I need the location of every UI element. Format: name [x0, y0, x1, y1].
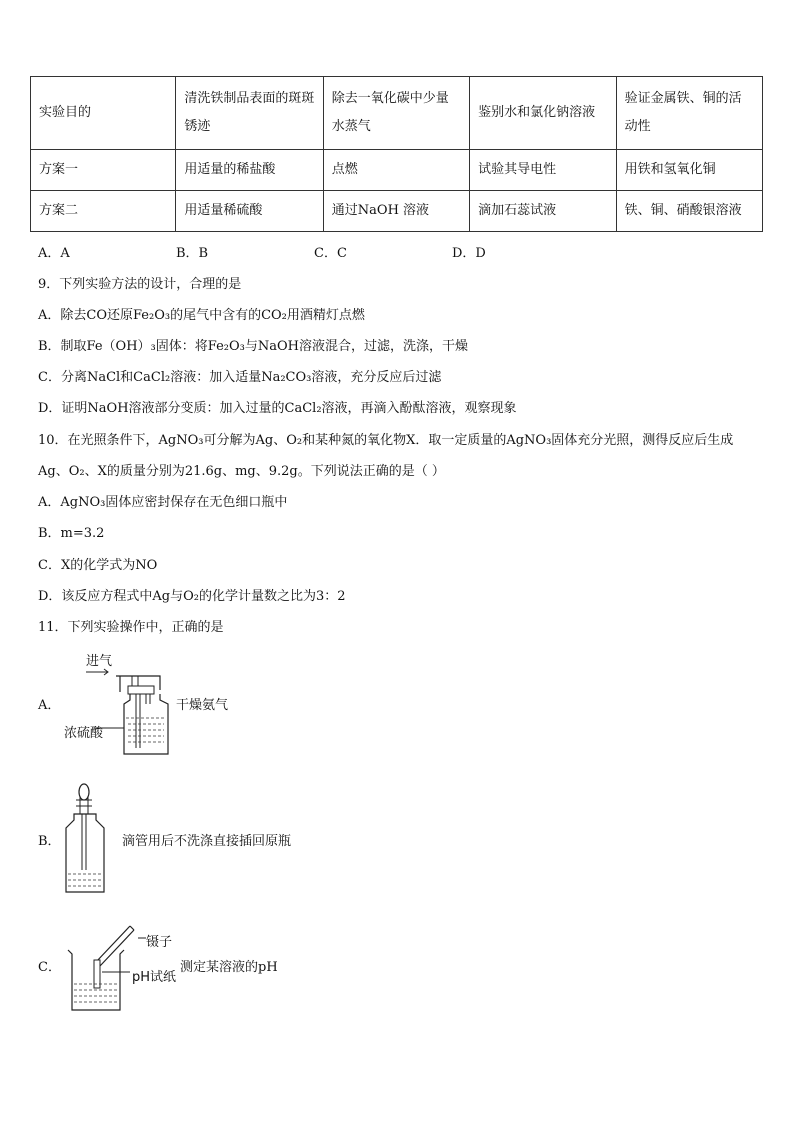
table-header-cell: 实验目的: [31, 77, 176, 150]
table-header-cell: 除去一氧化碳中少量水蒸气: [323, 77, 469, 150]
tweezers-label: 镊子: [146, 935, 173, 950]
table-cell: 点燃: [323, 150, 469, 191]
q9-stem: 9．下列实验方法的设计，合理的是: [38, 277, 242, 292]
table-cell: 通过NaOH 溶液: [323, 191, 469, 232]
q8-option-a: A．A: [38, 246, 70, 261]
q9-option-c: C．分离NaCl和CaCl₂溶液：加入适量Na₂CO₃溶液，充分反应后过滤: [38, 370, 442, 385]
table-header-cell: 清洗铁制品表面的斑斑锈迹: [176, 77, 323, 150]
q11-stem: 11．下列实验操作中，正确的是: [38, 620, 224, 635]
q11-option-a-label: A．: [38, 698, 61, 713]
q8-option-b: B．B: [176, 246, 209, 261]
dropper-bottle-diagram: [62, 780, 126, 900]
gas-in-label: 进气: [86, 654, 113, 669]
q9-option-b: B．制取Fe（OH）₃固体：将Fe₂O₃与NaOH溶液混合，过滤，洗涤，干燥: [38, 339, 468, 354]
table-cell: 用适量稀硫酸: [176, 191, 323, 232]
q8-option-d: D．D: [452, 246, 486, 261]
beaker-ph-diagram: [64, 920, 177, 1014]
q9-option-d: D．证明NaOH溶液部分变质：加入过量的CaCl₂溶液，再滴入酚酞溶液，观察现象: [38, 401, 517, 416]
q10-option-a: A．AgNO₃固体应密封保存在无色细口瓶中: [38, 495, 288, 510]
q10-option-c: C．X的化学式为NO: [38, 558, 158, 573]
table-cell: 用铁和氢氧化铜: [616, 150, 762, 191]
q11-option-b-caption: 滴管用后不洗涤直接插回原瓶: [122, 834, 292, 849]
table-cell: 用适量的稀盐酸: [176, 150, 323, 191]
q11-option-a-caption: 干燥氨气: [176, 698, 229, 713]
table-cell: 方案二: [31, 191, 176, 232]
q9-option-a: A．除去CO还原Fe₂O₃的尾气中含有的CO₂用酒精灯点燃: [38, 308, 365, 323]
q10-option-b: B．m=3.2: [38, 526, 105, 541]
q10-stem-line2: Ag、O₂、X的质量分别为21.6g、mg、9.2g。下列说法正确的是（ ）: [38, 464, 445, 479]
q11-option-b-label: B．: [38, 834, 61, 849]
table-header-cell: 鉴别水和氯化钠溶液: [470, 77, 616, 150]
conc-sulfuric-acid-label: 浓硫酸: [64, 726, 104, 741]
table-cell: 滴加石蕊试液: [470, 191, 616, 232]
q10-option-d: D．该反应方程式中Ag与O₂的化学计量数之比为3：2: [38, 589, 346, 604]
table-cell: 铁、铜、硝酸银溶液: [616, 191, 762, 232]
experiment-table: [30, 76, 763, 232]
q11-option-c-caption: 测定某溶液的pH: [180, 960, 278, 975]
q11-option-c-label: C．: [38, 960, 61, 975]
table-cell: 试验其导电性: [470, 150, 616, 191]
table-cell: 方案一: [31, 150, 176, 191]
q8-option-c: C．C: [314, 246, 347, 261]
ph-paper-label: pH试纸: [132, 970, 177, 985]
q10-stem-line1: 10．在光照条件下，AgNO₃可分解为Ag、O₂和某种氮的氧化物X．取一定质量的AgNO₃固体充分光照，测得反应后生成: [38, 433, 734, 448]
table-header-cell: 验证金属铁、铜的活动性: [616, 77, 762, 150]
gas-washing-bottle-diagram: [80, 664, 180, 760]
